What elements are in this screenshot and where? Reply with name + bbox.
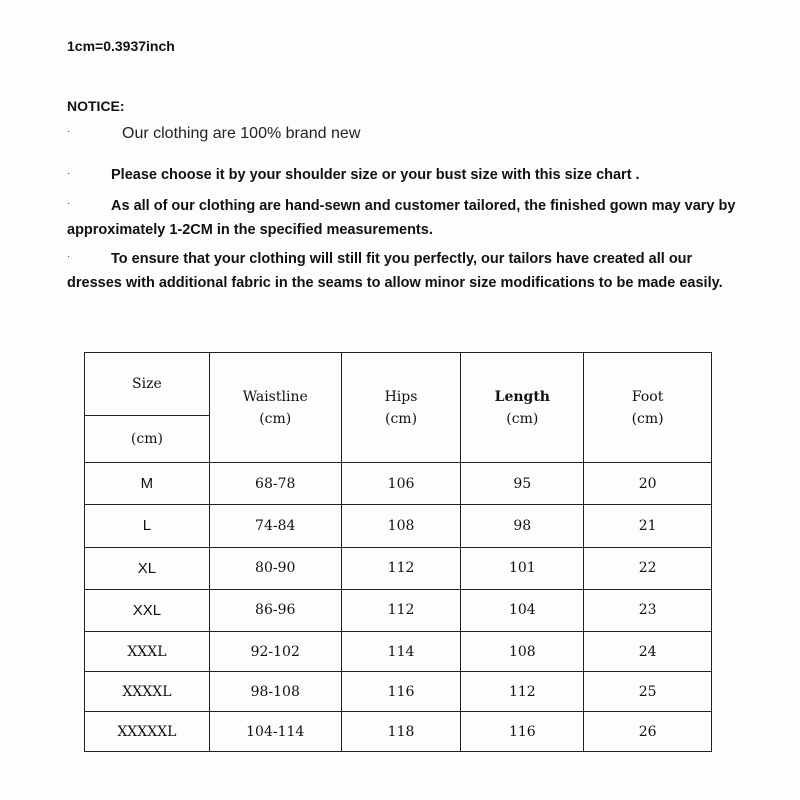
table-row [85,712,712,752]
header-length-label: Length [494,388,550,405]
cell-length: 101 [461,547,584,589]
table-row [85,632,712,672]
table-row [85,505,712,547]
cell-hips: 116 [341,672,461,712]
cell-foot: 26 [584,712,712,752]
header-length-unit: (cm) [506,410,539,427]
cell-size: XXXXL [85,672,210,712]
cell-size: XXL [85,589,210,631]
cell-hips: 112 [341,589,461,631]
cell-waistline: 68-78 [209,463,341,505]
header-foot-label: Foot [631,388,664,405]
bullet-3: · [67,198,71,209]
cell-waistline: 80-90 [209,547,341,589]
bullet-1: · [67,126,71,137]
cell-waistline: 92-102 [209,632,341,672]
header-hips-label: Hips [384,388,418,405]
cell-waistline: 98-108 [209,672,341,712]
size-chart-table [84,352,712,752]
cell-size: XL [85,547,210,589]
cell-hips: 118 [341,712,461,752]
cell-length: 104 [461,589,584,631]
cell-foot: 24 [584,632,712,672]
cell-hips: 114 [341,632,461,672]
header-hips-unit: (cm) [385,410,418,427]
conversion-note: 1cm=0.3937inch [67,38,175,54]
notice-title: NOTICE: [67,98,125,114]
cell-length: 98 [461,505,584,547]
cell-length: 95 [461,463,584,505]
cell-hips: 106 [341,463,461,505]
cell-waistline: 86-96 [209,589,341,631]
cell-length: 116 [461,712,584,752]
notice-line-4-text: To ensure that your clothing will still fit you perfectly, our tailors have created all our dresses with additional fabric in the seams to allow minor size modifications to be made easily. [67,251,723,291]
bullet-2: · [67,168,71,179]
cell-foot: 23 [584,589,712,631]
cell-hips: 108 [341,505,461,547]
header-waistline-label: Waistline [242,388,308,405]
cell-foot: 25 [584,672,712,712]
header-hips [341,353,461,463]
notice-line-3-text: As all of our clothing are hand-sewn and customer tailored, the finished gown may vary by approximately 1-2CM in the specified measurements. [67,198,736,238]
table-header-row [85,353,712,416]
table-row [85,589,712,631]
cell-size: M [85,463,210,505]
table-row [85,547,712,589]
cell-length: 108 [461,632,584,672]
header-waistline-unit: (cm) [259,410,292,427]
notice-line-2-text: Please choose it by your shoulder size or your bust size with this size chart . [111,167,640,183]
cell-waistline: 104-114 [209,712,341,752]
cell-foot: 22 [584,547,712,589]
cell-foot: 20 [584,463,712,505]
header-foot [584,353,712,463]
header-waistline [209,353,341,463]
header-size: Size [85,353,210,416]
bullet-4: · [67,251,71,262]
cell-hips: 112 [341,547,461,589]
notice-line-1: Our clothing are 100% brand new [122,125,361,142]
notice-line-2 [67,163,737,187]
cell-foot: 21 [584,505,712,547]
cell-size: XXXL [85,632,210,672]
table-row [85,672,712,712]
cell-size: XXXXXL [85,712,210,752]
table-row [85,463,712,505]
notice-line-4 [67,247,737,295]
cell-length: 112 [461,672,584,712]
cell-size: L [85,505,210,547]
header-size-unit: (cm) [85,416,210,463]
header-foot-unit: (cm) [631,410,664,427]
notice-line-3 [67,194,737,242]
header-length [461,353,584,463]
cell-waistline: 74-84 [209,505,341,547]
